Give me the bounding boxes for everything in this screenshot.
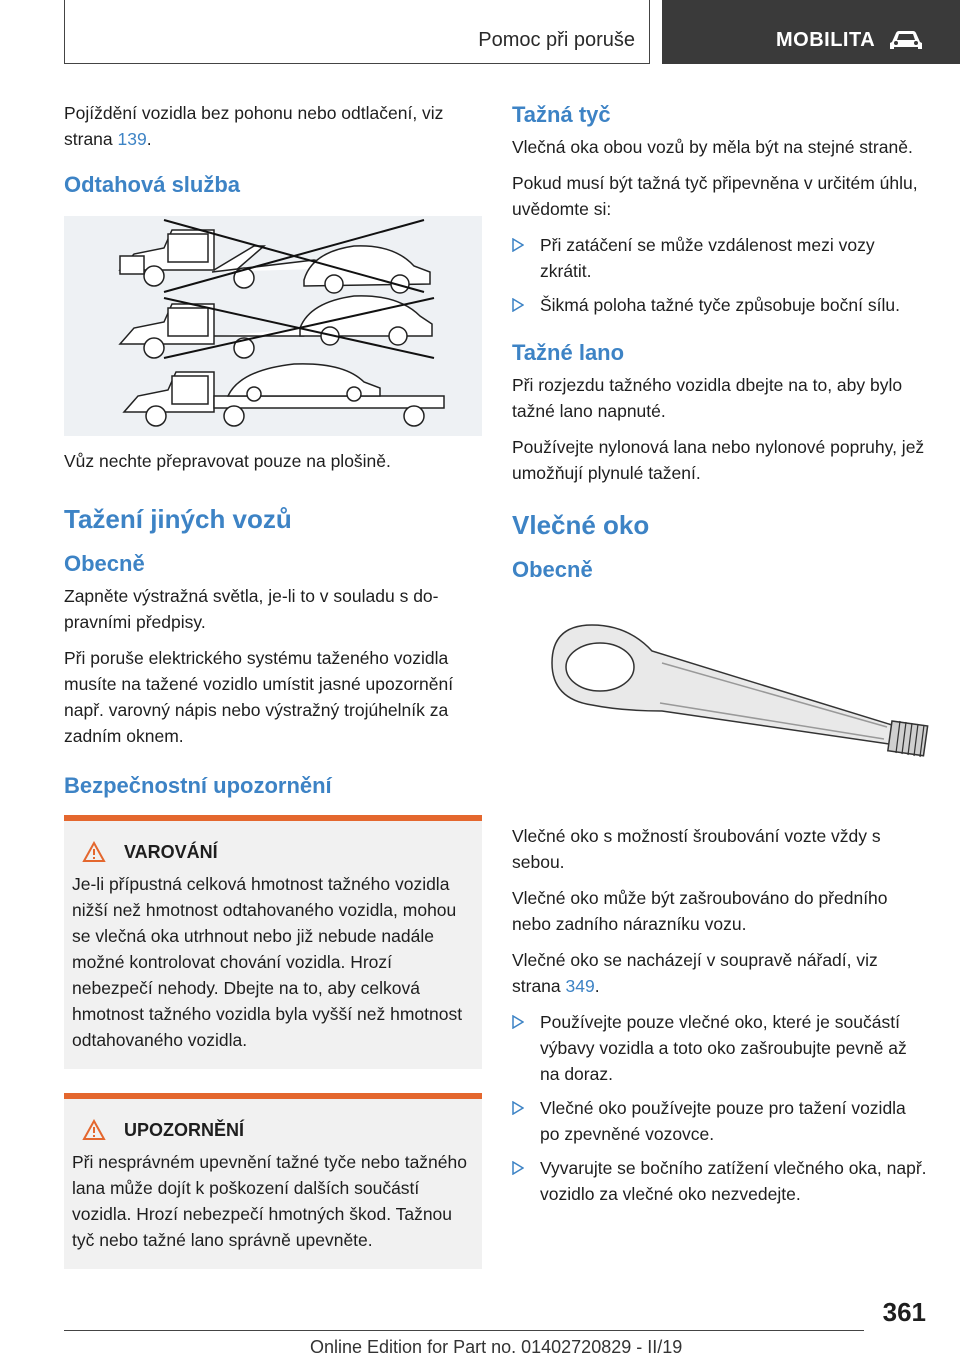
intro-end: .	[146, 129, 152, 149]
bullet-arrow-icon	[512, 1015, 524, 1029]
right-column	[512, 100, 930, 1217]
tow-bar-paragraph-2: Pokud musí být tažná tyč připevněna v určitém úhlu, uvědomte si:	[512, 173, 918, 219]
list-item-text: Vlečné oko používejte pouze pro tažení vozidla po zpevněné vozovce.	[540, 1098, 906, 1144]
bullet-arrow-icon	[512, 298, 524, 312]
header-chapter-title: MOBILITA	[776, 29, 876, 51]
warning-2-title-row	[72, 1119, 474, 1141]
warning-box-2	[64, 1093, 482, 1269]
list-item-text: Šikmá poloha tažné tyče způsobuje boční sílu.	[540, 295, 900, 315]
list-item	[512, 1009, 930, 1087]
warning-1-title-row	[72, 841, 474, 863]
warning-2-text: Při nesprávném upevnění tažné tyče nebo tažného lana může dojít k poškození dalších součástí vozidla. Hrozí nebezpečí hmotných škod. Tažnou tyč nebo tažné lano správně upevněte.	[72, 1152, 467, 1250]
bullet-arrow-icon	[512, 1101, 524, 1115]
header-chapter-tab	[662, 0, 960, 64]
tow-eye-paragraph-3-text: Vlečné oko se nacházejí v soupravě nářadí, viz strana	[512, 950, 878, 996]
list-item-text: Používejte pouze vlečné oko, které je součástí výbavy vozidla a toto oko zašroubujte pevně až na doraz.	[540, 1012, 907, 1084]
list-item	[512, 232, 930, 284]
tow-rope-paragraph-1: Při rozjezdu tažného vozidla dbejte na to, aby bylo tažné lano napnuté.	[512, 375, 903, 421]
list-item	[512, 1155, 930, 1207]
bullet-arrow-icon	[512, 238, 524, 252]
tow-rope-paragraph-2: Používejte nylonová lana nebo nylonové popruhy, jež umožňují plynulé tažení.	[512, 437, 925, 483]
tow-eye-heading: Vlečné oko	[512, 510, 650, 540]
page-number: 361	[882, 1297, 926, 1327]
header-section-frame	[64, 0, 650, 64]
warning-box-1	[64, 815, 482, 1069]
tow-eye-paragraph-2: Vlečné oko může být zašroubováno do předního nebo zadního nárazníku vozu.	[512, 888, 888, 934]
intro-paragraph	[64, 100, 482, 152]
towing-service-heading: Odtahová služba	[64, 172, 241, 197]
tow-eye-drawing	[512, 593, 930, 813]
list-item	[512, 292, 930, 318]
tow-eye-paragraph-3	[512, 947, 930, 999]
general-heading: Obecně	[64, 551, 145, 576]
tow-eye-paragraph-1: Vlečné oko s možností šroubování vozte vždy s sebou.	[512, 826, 881, 872]
list-item-text: Vyvarujte se bočního zatížení vlečného oka, např. vozidlo za vlečné oko nezvedejte.	[540, 1158, 927, 1204]
tow-eye-general-heading: Obecně	[512, 557, 593, 582]
page-link-349[interactable]: 349	[565, 976, 595, 996]
header-section-title: Pomoc při poruše	[478, 29, 635, 51]
intro-text: Pojíždění vozidla bez pohonu nebo odtlačení, viz strana	[64, 103, 444, 149]
general-paragraph-1: Zapněte výstražná světla, je-li to v souladu s dopravními předpisy.	[64, 586, 439, 632]
warning-triangle-icon	[82, 841, 106, 863]
tow-bar-paragraph-1: Vlečná oka obou vozů by měla být na stejné straně.	[512, 137, 913, 157]
tow-rope-heading: Tažné lano	[512, 340, 625, 365]
general-paragraph-2: Při poruše elektrického systému taženého vozidla musíte na tažené vozidlo umístit jasné upozornění např. varovný nápis nebo výstražný trojúhelník za zadním oknem.	[64, 648, 454, 746]
tow-trucks-drawing	[64, 216, 482, 436]
list-item-text: Při zatáčení se může vzdálenost mezi vozy zkrátit.	[540, 235, 875, 281]
tow-eye-illustration	[512, 593, 930, 813]
safety-heading: Bezpečnostní upozornění	[64, 773, 332, 798]
towing-illustration	[64, 216, 482, 436]
tow-eye-paragraph-3-end: .	[594, 976, 600, 996]
warning-1-title: VAROVÁNÍ	[124, 841, 218, 862]
tow-bar-heading: Tažná tyč	[512, 102, 611, 127]
warning-1-text: Je-li přípustná celková hmotnost tažného vozidla nižší než hmotnost odtahovaného vozidla, mohou se vlečná oka utrhnout nebo již nebude nadále možné kontrolovat chování vozidla. Hrozí nebezpečí nehody. Dbejte na to, aby celková hmotnost tažného vozidla byla vyšší než hmotnost odtahovaného vozidla.	[72, 874, 463, 1050]
list-item	[512, 1095, 930, 1147]
footer-edition: Online Edition for Part no. 01402720829 - II/19	[310, 1337, 683, 1357]
footer-divider	[64, 1330, 864, 1331]
car-icon	[888, 28, 924, 52]
tow-bar-list	[512, 232, 930, 318]
warning-2-title: UPOZORNĚNÍ	[124, 1119, 245, 1140]
page-link-139[interactable]: 139	[117, 129, 147, 149]
towing-other-vehicles-heading: Tažení jiných vozů	[64, 504, 292, 534]
bullet-arrow-icon	[512, 1161, 524, 1175]
left-column	[64, 100, 482, 1293]
warning-triangle-icon	[82, 1119, 106, 1141]
figure-caption: Vůz nechte přepravovat pouze na plošině.	[64, 451, 391, 471]
tow-eye-list	[512, 1009, 930, 1207]
